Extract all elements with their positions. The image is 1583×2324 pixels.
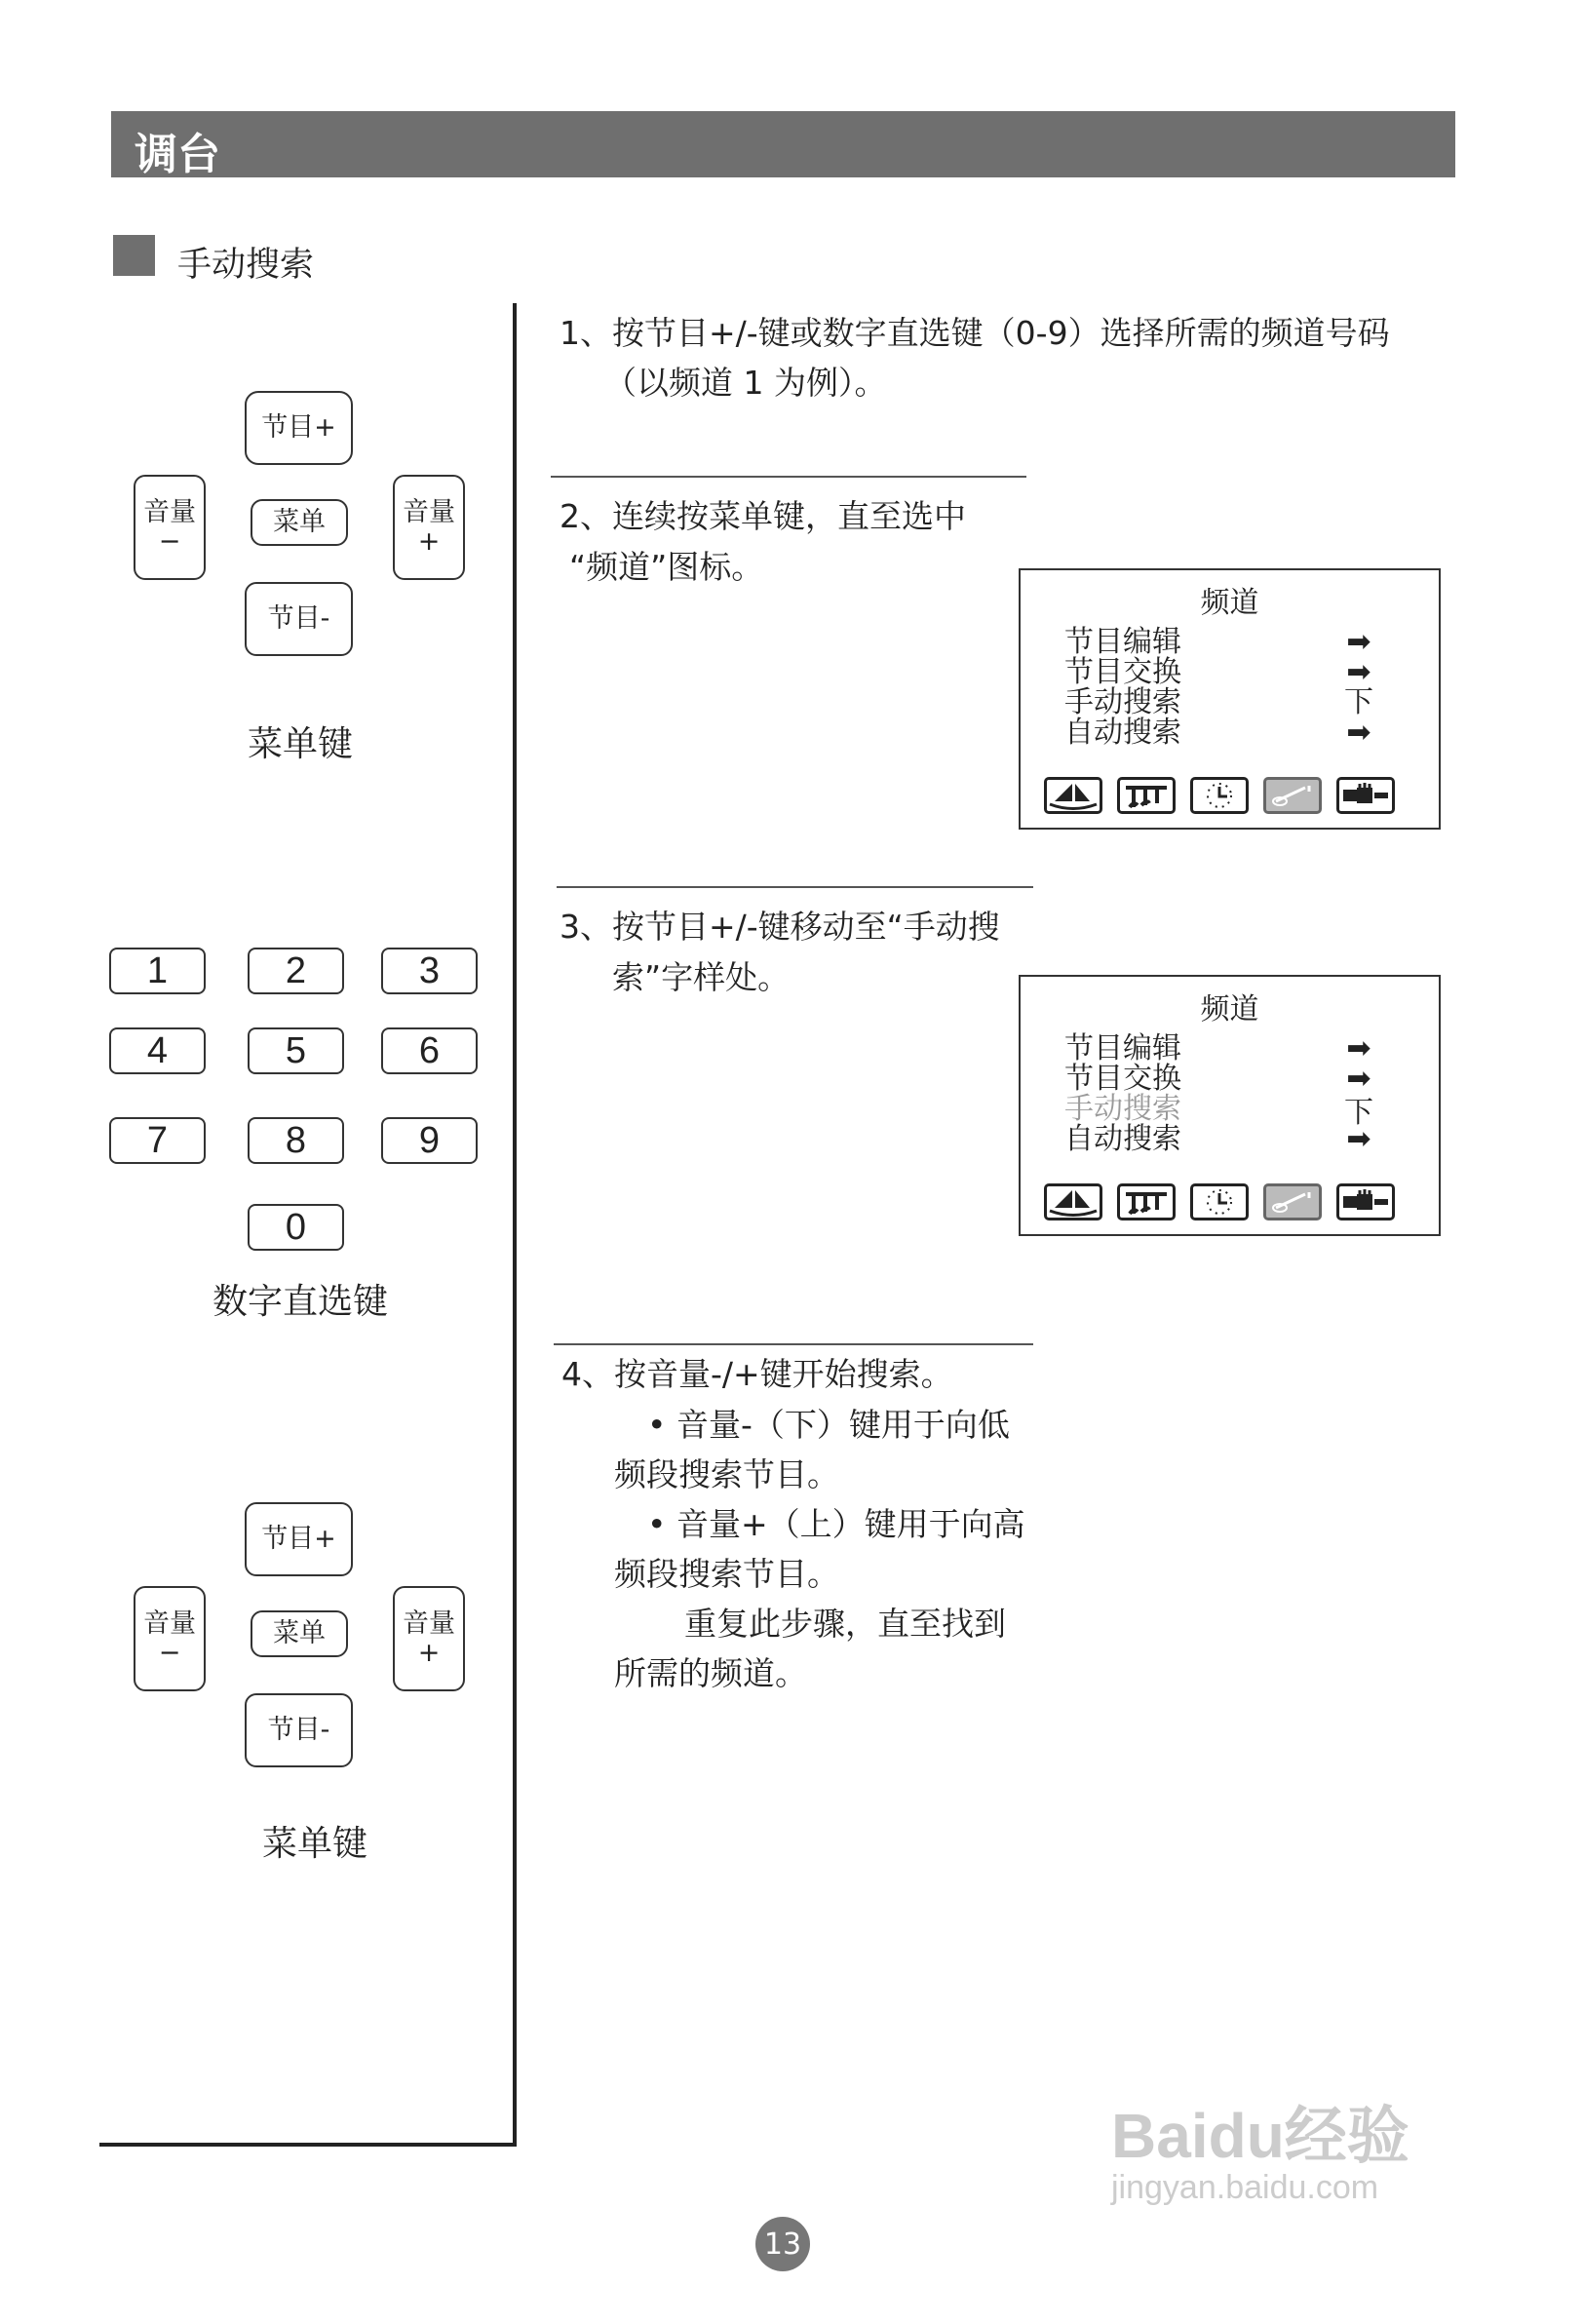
clock-icon bbox=[1190, 1183, 1249, 1220]
channel-up-key bbox=[245, 391, 353, 465]
menu-item: 手动搜索 bbox=[1064, 685, 1181, 719]
clock-icon bbox=[1190, 777, 1249, 814]
num-key-0: 0 bbox=[248, 1204, 344, 1251]
key-label: 音量 bbox=[143, 1608, 196, 1639]
channel-menu-screen-selected bbox=[1019, 975, 1441, 1236]
key-label: 音量 bbox=[403, 1608, 455, 1639]
num-key-6: 6 bbox=[381, 1027, 478, 1074]
menu-item: 节目编辑 bbox=[1064, 1031, 1181, 1065]
menu-item: 自动搜索 bbox=[1064, 1122, 1181, 1156]
page-header bbox=[111, 111, 1455, 177]
volume-down-key bbox=[134, 1586, 206, 1691]
arrow-right-icon: ➡ bbox=[1346, 625, 1371, 659]
sound-icon bbox=[1117, 777, 1176, 814]
num-key-5: 5 bbox=[248, 1027, 344, 1074]
key-label: + bbox=[417, 526, 441, 557]
step-4-line-6: 重复此步骤，直至找到 bbox=[684, 1605, 1006, 1643]
key-label: 音量 bbox=[403, 497, 455, 527]
key-label: 节目- bbox=[267, 1715, 330, 1745]
menu-title: 频道 bbox=[1200, 992, 1259, 1026]
num-key-3: 3 bbox=[381, 948, 478, 994]
keypad-caption: 菜单键 bbox=[261, 1824, 368, 1864]
separator bbox=[557, 886, 1033, 888]
arrow-right-icon: ➡ bbox=[1346, 716, 1371, 750]
channel-menu-screen bbox=[1019, 568, 1441, 830]
step-4-bullet-1: • 音量-（下）键用于向低 bbox=[647, 1406, 1010, 1444]
channel-up-key bbox=[245, 1502, 353, 1576]
key-label: 菜单 bbox=[273, 507, 326, 537]
section-title: 手动搜索 bbox=[177, 246, 315, 285]
key-label: 节目+ bbox=[261, 412, 336, 443]
key-label: 音量 bbox=[143, 497, 196, 527]
arrow-right-icon: ➡ bbox=[1346, 1031, 1371, 1065]
function-icon bbox=[1336, 777, 1395, 814]
section-marker bbox=[113, 235, 155, 276]
divider-bottom bbox=[99, 2143, 517, 2147]
menu-item: 节目交换 bbox=[1064, 655, 1181, 689]
menu-key bbox=[251, 1610, 348, 1657]
step-4-line-7: 所需的频道。 bbox=[614, 1654, 807, 1692]
menu-item: 节目编辑 bbox=[1064, 625, 1181, 659]
sound-icon bbox=[1117, 1183, 1176, 1220]
key-label: − bbox=[158, 526, 181, 557]
numpad-caption: 数字直选键 bbox=[212, 1282, 389, 1322]
page-title: 调台 bbox=[135, 130, 220, 179]
volume-up-key bbox=[393, 1586, 465, 1691]
step-4-line-3: 频段搜索节目。 bbox=[614, 1455, 839, 1493]
channel-icon bbox=[1263, 777, 1322, 814]
key-label: 节目- bbox=[267, 603, 330, 634]
arrow-right-icon: ➡ bbox=[1346, 1122, 1371, 1156]
step-3-line-2: 索”字样处。 bbox=[612, 958, 791, 996]
menu-title: 频道 bbox=[1200, 586, 1259, 620]
down-mark: 下 bbox=[1344, 685, 1373, 719]
page-number: 13 bbox=[755, 2217, 810, 2271]
step-2-line-2: “频道”图标。 bbox=[569, 548, 764, 586]
key-label: + bbox=[417, 1638, 441, 1668]
num-key-9: 9 bbox=[381, 1117, 478, 1164]
watermark-url: jingyan.baidu.com bbox=[1111, 2169, 1379, 2206]
step-3-line-1: 3、按节目+/-键移动至“手动搜 bbox=[560, 908, 1000, 946]
separator bbox=[551, 476, 1026, 478]
divider-vertical bbox=[513, 303, 517, 2147]
volume-up-key bbox=[393, 475, 465, 580]
num-key-8: 8 bbox=[248, 1117, 344, 1164]
num-key-4: 4 bbox=[109, 1027, 206, 1074]
step-2-line-1: 2、连续按菜单键，直至选中 bbox=[560, 497, 966, 535]
watermark-logo: Baidu经验 bbox=[1111, 2101, 1409, 2171]
down-mark: 下 bbox=[1344, 1096, 1373, 1130]
key-label: 菜单 bbox=[273, 1618, 326, 1648]
picture-icon bbox=[1044, 777, 1102, 814]
menu-key bbox=[251, 499, 348, 546]
step-4-line-1: 4、按音量-/+键开始搜索。 bbox=[561, 1355, 953, 1393]
menu-item-highlighted: 手动搜索 bbox=[1064, 1092, 1181, 1126]
arrow-right-icon: ➡ bbox=[1346, 1062, 1371, 1096]
key-label: − bbox=[158, 1638, 181, 1668]
separator bbox=[554, 1343, 1033, 1345]
step-4-line-5: 频段搜索节目。 bbox=[614, 1555, 839, 1593]
arrow-right-icon: ➡ bbox=[1346, 655, 1371, 689]
menu-item: 节目交换 bbox=[1064, 1062, 1181, 1096]
channel-down-key bbox=[245, 1693, 353, 1767]
num-key-1: 1 bbox=[109, 948, 206, 994]
function-icon bbox=[1336, 1183, 1395, 1220]
num-key-2: 2 bbox=[248, 948, 344, 994]
picture-icon bbox=[1044, 1183, 1102, 1220]
channel-down-key bbox=[245, 582, 353, 656]
keypad-caption: 菜单键 bbox=[247, 724, 354, 764]
key-label: 节目+ bbox=[261, 1524, 336, 1554]
step-4-bullet-2: • 音量+（上）键用于向高 bbox=[647, 1505, 1025, 1543]
volume-down-key bbox=[134, 475, 206, 580]
num-key-7: 7 bbox=[109, 1117, 206, 1164]
menu-item: 自动搜索 bbox=[1064, 716, 1181, 750]
step-1-line-2: （以频道 1 为例）。 bbox=[604, 364, 887, 402]
step-1-line-1: 1、按节目+/-键或数字直选键（0-9）选择所需的频道号码 bbox=[560, 314, 1390, 352]
channel-icon bbox=[1263, 1183, 1322, 1220]
